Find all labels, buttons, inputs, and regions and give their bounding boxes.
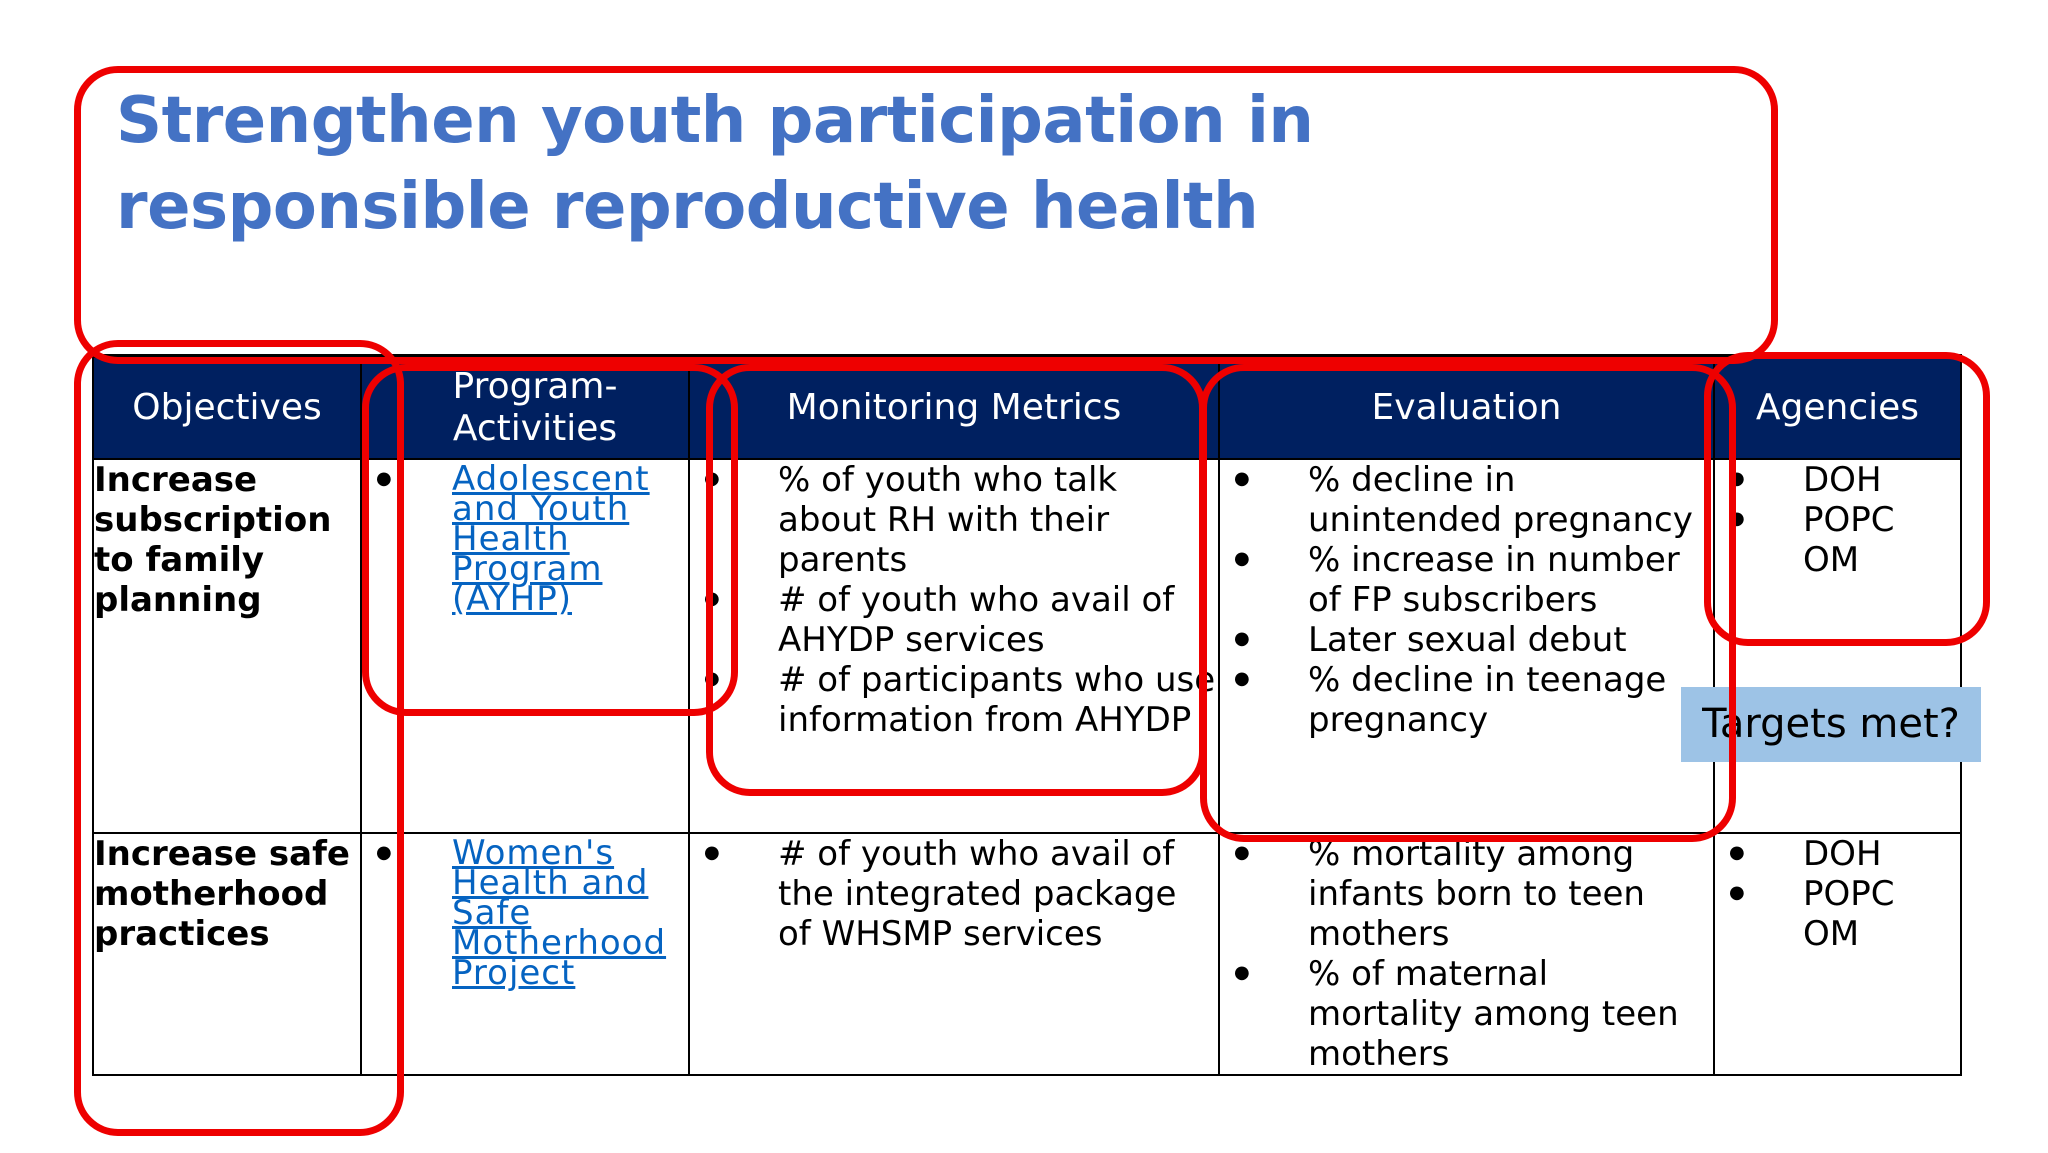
slide-title: Strengthen youth participation in responsible reproductive health (116, 84, 1314, 244)
objective-cell: Increase safe motherhood practices (93, 833, 361, 1075)
evaluation-cell (1219, 833, 1714, 1075)
list-item: ● % of youth who talk about RH with their parents (690, 460, 1218, 580)
header-monitoring-metrics: Monitoring Metrics (689, 356, 1219, 459)
agencies-highlight (1704, 352, 1990, 646)
list-item: ● % increase in number of FP subscribers (1220, 540, 1713, 620)
list-item: ● DOH (1715, 460, 1960, 500)
metrics-highlight (706, 364, 1206, 796)
targets-met-callout: Targets met? (1681, 687, 1981, 762)
header-agencies: Agencies (1714, 356, 1961, 459)
header-program-activities: Program-Activities (361, 356, 689, 459)
list-item: ● % mortality among infants born to teen mothers (1220, 834, 1713, 954)
agencies-cell (1714, 833, 1961, 1075)
list-item: ● % decline in unintended pregnancy (1220, 460, 1713, 540)
title-highlight (74, 66, 1778, 364)
metrics-cell (689, 833, 1219, 1075)
objective-cell: Increase subscription to family planning (93, 459, 361, 833)
list-item: ● POPCOM (1715, 874, 1913, 954)
evaluation-highlight (1200, 364, 1736, 842)
list-item: ● # of youth who avail of AHYDP services (690, 580, 1218, 660)
list-item: ● # of youth who avail of the integrated package of WHSMP services (690, 834, 1218, 954)
list-item: ● POPCOM (1715, 500, 1913, 580)
list-item (362, 833, 688, 993)
header-evaluation: Evaluation (1219, 356, 1714, 459)
list-item: ● % decline in teenage pregnancy (1220, 660, 1713, 740)
program-link[interactable]: Women's Health and Safe Motherhood Project (452, 833, 667, 993)
list-item: ● Later sexual debut (1220, 620, 1713, 660)
program-highlight (362, 364, 738, 716)
objectives-highlight (74, 340, 404, 1136)
header-objectives: Objectives (93, 356, 361, 459)
list-item: ● DOH (1715, 834, 1960, 874)
list-item: ● # of participants who use information from AHYDP (690, 660, 1218, 740)
list-item: ● % of maternal mortality among teen mothers (1220, 954, 1713, 1074)
program-cell (361, 833, 689, 1075)
program-link[interactable]: Adolescent and Youth Health Program (AYHP) (452, 459, 650, 619)
